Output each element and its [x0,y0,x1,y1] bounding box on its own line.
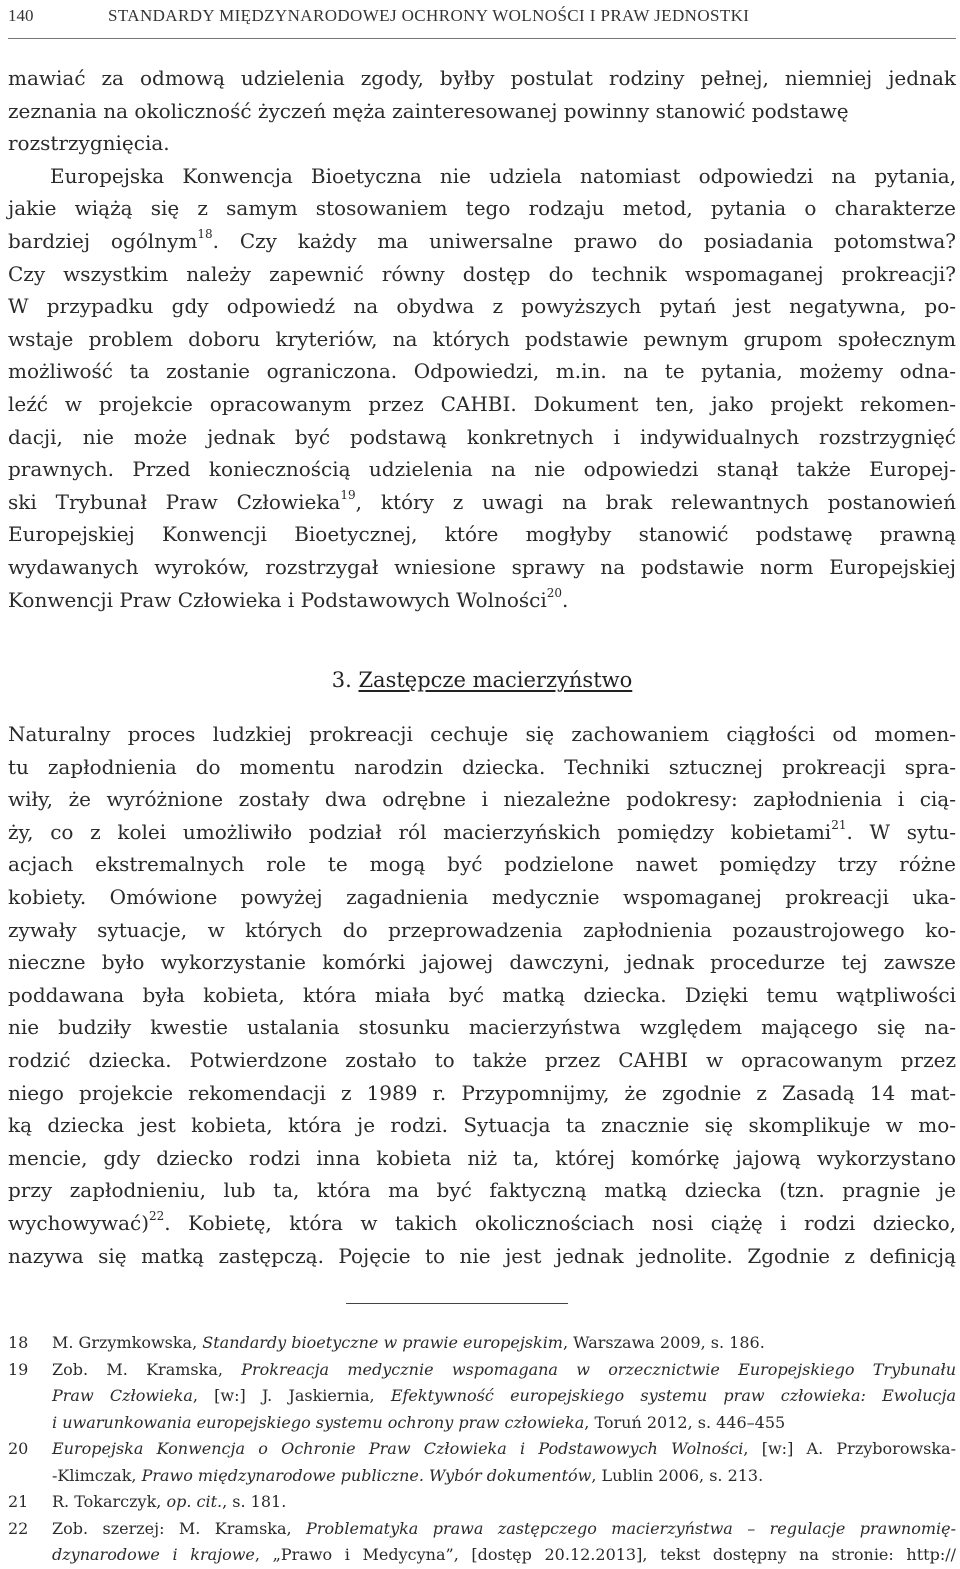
section-number: 3. [331,668,352,692]
text-line: Czy wszystkim należy zapewnić równy dostęp do technik wspomaganej prokreacji? [8,261,956,286]
text-line: mencie, gdy dziecko rodzi inna kobieta niż ta, której komórkę jajową wykorzystano [8,1145,956,1170]
text-line: rozstrzygnięcia. [8,131,170,156]
running-title: STANDARDY MIĘDZYNARODOWEJ OCHRONY WOLNOŚCI I PRAW JEDNOSTKI [108,6,750,25]
footnote-ref-19: 19 [340,488,356,503]
text-line: wydawanych wyroków, rozstrzygał wniesione sprawy na podstawie norm Europejskiej [8,554,956,579]
text-line: zeznania na okoliczność życzeń męża zainteresowanej powinny stanowić podstawę [8,98,849,123]
section-title: Zastępcze macierzyństwo [358,668,633,692]
text-line: prawnych. Przed koniecznością udzielenia na nie odpowiedzi stanął także Europej- [8,457,956,482]
text-line: rodzić dziecka. Potwierdzone zostało to także przez CAHBI w opracowanym przez [8,1047,956,1072]
text-line: wychowywać)$^{22}$. Kobietę, która w takich okolicznościach nosi ciążę i rodzi dziecko, [8,1209,956,1235]
footnote-ref-21: 21 [831,818,847,833]
text-line: przy zapłodnieniu, lub ta, która ma być faktyczną matką dziecka (tzn. pragnie je [8,1178,956,1203]
footnote-number: 20 [8,1439,29,1458]
footnote-number: 19 [8,1359,29,1379]
page-number: 140 [8,6,34,25]
footnote-ref-20: 20 [546,585,563,600]
text-line: dacji, nie może jednak być podstawą konkretnych i indywidualnych rozstrzygnięć [8,424,956,449]
footnote-19: 19 Zob. M. Kramska, Prokreacja medycznie wspomagana w orzecznictwie Europejskiego Trybunału Praw Człowieka, [w:] J. Jaskiernia, Efektywność europejskiego systemu praw człowieka: Ewolucja i uwarunkowania europejskiego systemu ochrony praw człowieka, Toruń 2012, s. 446–455 [8,1357,956,1437]
text-line: nieczne było wykorzystanie komórki jajowej dawczyni, jednak procedurze tej zawsze [8,950,956,975]
section-heading [8,668,956,692]
footnote-22: 22 Zob. szerzej: M. Kramska, Problematyka prawa zastępczego macierzyństwa – regulacje prawnomię- dzynarodowe i krajowe, „Prawo i Medycyna”, [dostęp 20.12.2013], tekst dostępny na stronie: http:// [8,1516,956,1569]
text-line: Europejska Konwencja Bioetyczna nie udziela natomiast odpowiedzi na pytania, [50,163,956,188]
text-line: ży, co z kolei umożliwiło podział ról macierzyńskich pomiędzy kobietami$^{21}$. W sytu- [8,818,956,844]
text-line: niego projekcie rekomendacji z 1989 r. Przypomnijmy, że zgodnie z Zasadą 14 mat- [8,1080,956,1105]
text-line: Europejskiej Konwencji Bioetycznej, które mogłyby stanowić podstawę prawną [8,522,956,547]
text-line: wiły, że wyróżnione zostały dwa odrębne i niezależne podokresy: zapłodnienia i cią- [8,787,956,812]
footnote-number: 18 [8,1333,29,1352]
footnote-18: 18 M. Grzymkowska, Standardy bioetyczne w prawie europejskim, Warszawa 2009, s. 186. [8,1330,956,1357]
footnote-number: 21 [8,1492,29,1511]
text-line: ką dziecka jest kobieta, która je rodzi. Sytuacja ta znacznie się skomplikuje w mo- [8,1113,956,1138]
paragraph-2 [8,718,956,1272]
footnotes [8,1330,956,1569]
text-line: nie budziły kwestie ustalania stosunku macierzyństwa względem mającego się na- [8,1015,956,1040]
text-line: możliwość ta zostanie ograniczona. Odpowiedzi, m.in. na te pytania, możemy odna- [8,359,956,384]
text-line: nazywa się matką zastępczą. Pojęcie to nie jest jednak jednolite. Zgodnie z definicją [8,1243,956,1268]
text-line: mawiać za odmową udzielenia zgody, byłby postulat rodziny pełnej, niemniej jednak [8,66,956,90]
text-line: acjach ekstremalnych role te mogą być podzielone nawet pomiędzy trzy różne [8,852,956,877]
footnote-20: 20 Europejska Konwencja o Ochronie Praw Człowieka i Podstawowych Wolności, [w:] A. Przyborowska- -Klimczak, Prawo międzynarodowe publiczne. Wybór dokumentów, Lublin 2006, s. 213. [8,1436,956,1489]
text-line: bardziej ogólnym$^{18}$. Czy każdy ma uniwersalne prawo do posiadania potomstwa? [8,227,957,253]
text-line: leźć w projekcie opracowanym przez CAHBI. Dokument ten, jako projekt rekomen- [8,391,956,416]
text-line: zywały sytuacje, w których do przeprowadzenia zapłodnienia pozaustrojowego ko- [8,917,956,942]
running-header [8,4,956,32]
paragraph-1 [8,62,956,616]
footnote-number: 22 [8,1518,29,1538]
text-line: kobiety. Omówione powyżej zagadnienia medycznie wspomaganej prokreacji uka- [8,884,956,909]
header-rule [8,38,956,39]
text-line: wstaje problem doboru kryteriów, na których podstawie pewnym grupom społecznym [8,326,956,351]
footnote-separator [346,1303,568,1304]
footnote-ref-18: 18 [197,227,213,242]
text-line: tu zapłodnienia do momentu narodzin dziecka. Techniki sztucznej prokreacji spra- [8,754,956,779]
text-line: ski Trybunał Praw Człowieka$^{19}$, który z uwagi na brak relewantnych postanowień [8,488,956,514]
text-line: Naturalny proces ludzkiej prokreacji cechuje się zachowaniem ciągłości od momen- [8,722,956,746]
footnote-ref-22: 22 [149,1209,165,1224]
text-line: W przypadku gdy odpowiedź na obydwa z powyższych pytań jest negatywna, po- [8,294,956,319]
text-line: poddawana była kobieta, która miała być matką dziecka. Dzięki temu wątpliwości [8,982,956,1007]
text-line: jakie wiążą się z samym stosowaniem tego rodzaju metod, pytania o charakterze [8,196,956,221]
text-line: Konwencji Praw Człowieka i Podstawowych Wolności$^{20}$. [8,585,569,612]
footnote-21: 21 R. Tokarczyk, op. cit., s. 181. [8,1489,956,1516]
